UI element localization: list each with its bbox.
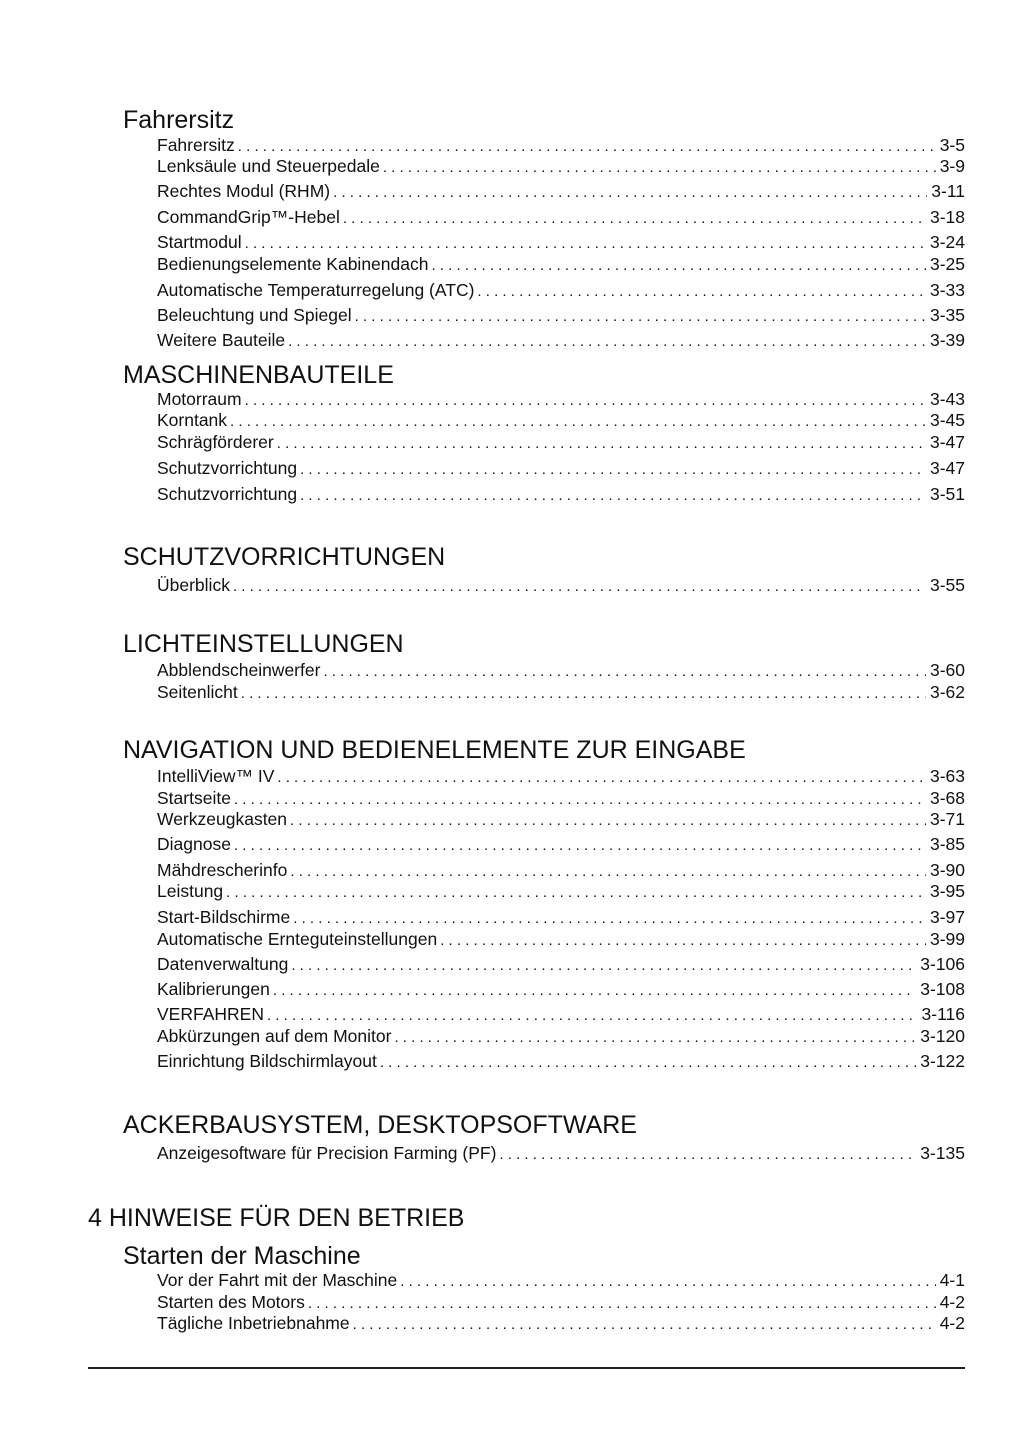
toc-entry-page: 4-2 <box>939 1292 965 1312</box>
dot-leader <box>308 1294 936 1314</box>
toc-entry-label: Diagnose <box>157 834 231 854</box>
toc-entry[interactable] <box>157 1270 965 1292</box>
dot-leader <box>288 332 926 352</box>
toc-entry-label: Abblendscheinwerfer <box>157 660 321 680</box>
toc-entry-page: 3-11 <box>931 181 965 201</box>
dot-leader <box>267 1006 918 1026</box>
toc-entry-label: Schrägförderer <box>157 432 274 452</box>
toc-entry-label: Startmodul <box>157 232 242 252</box>
toc-entry-label: Leistung <box>157 881 224 901</box>
footer-rule <box>88 1367 965 1369</box>
toc-entry-page: 3-51 <box>929 484 965 504</box>
dot-leader <box>290 862 926 882</box>
toc-entry-page: 3-108 <box>920 979 965 999</box>
dot-leader <box>226 883 926 903</box>
toc-entry-page: 4-1 <box>939 1270 965 1290</box>
toc-entry[interactable] <box>157 954 965 976</box>
toc-entry-label: Seitenlicht <box>157 682 238 702</box>
dot-leader <box>293 909 926 929</box>
toc-entry[interactable] <box>157 809 965 831</box>
toc-entry-label: Weitere Bauteile <box>157 330 286 350</box>
toc-entry-label: Abkürzungen auf dem Monitor <box>157 1026 392 1046</box>
toc-entry-page: 3-120 <box>920 1026 965 1046</box>
dot-leader <box>431 256 926 276</box>
toc-entry-label: Tägliche Inbetriebnahme <box>157 1313 350 1333</box>
toc-entry-label: Automatische Ernteguteinstellungen <box>157 929 438 949</box>
toc-entry[interactable] <box>157 254 965 276</box>
dot-leader <box>290 811 926 831</box>
dot-leader <box>241 684 926 704</box>
toc-entry-label: Starten des Motors <box>157 1292 305 1312</box>
dot-leader <box>394 1028 916 1048</box>
toc-entry-page: 3-9 <box>939 156 965 176</box>
toc-entry-page: 3-47 <box>929 458 965 478</box>
dot-leader <box>273 981 916 1001</box>
toc-entry[interactable] <box>157 979 965 1001</box>
dot-leader <box>323 662 926 682</box>
toc-entry-page: 3-25 <box>929 254 965 274</box>
toc-entry-label: Automatische Temperaturregelung (ATC) <box>157 280 475 300</box>
toc-entry-label: CommandGrip™-Hebel <box>157 207 340 227</box>
section-heading-ackerbausystem: ACKERBAUSYSTEM, DESKTOPSOFTWARE <box>123 1111 637 1139</box>
dot-leader <box>300 460 926 480</box>
toc-entry-page: 3-39 <box>929 330 965 350</box>
dot-leader <box>238 137 936 157</box>
toc-entry[interactable] <box>157 682 965 704</box>
toc-entry[interactable] <box>157 1313 965 1335</box>
toc-entry[interactable] <box>157 458 965 480</box>
toc-entry-page: 3-85 <box>929 834 965 854</box>
toc-entry-page: 3-35 <box>929 305 965 325</box>
dot-leader <box>234 790 926 810</box>
toc-entry[interactable] <box>157 280 965 302</box>
toc-entry[interactable] <box>157 788 965 810</box>
toc-entry-label: Korntank <box>157 410 228 430</box>
toc-entry-page: 3-18 <box>929 207 965 227</box>
toc-entry-page: 4-2 <box>939 1313 965 1333</box>
toc-entry-page: 3-95 <box>929 881 965 901</box>
toc-entry[interactable] <box>157 1143 965 1165</box>
dot-leader <box>400 1272 935 1292</box>
toc-entry-label: Schutzvorrichtung <box>157 484 298 504</box>
dot-leader <box>234 836 926 856</box>
toc-entry-label: Motorraum <box>157 389 242 409</box>
toc-entry[interactable] <box>157 305 965 327</box>
toc-entry[interactable] <box>157 330 965 352</box>
toc-entry-page: 3-106 <box>920 954 965 974</box>
toc-entry-page: 3-99 <box>929 929 965 949</box>
toc-entry[interactable] <box>157 181 965 203</box>
dot-leader <box>383 158 936 178</box>
section-heading-lichteinstellungen: LICHTEINSTELLUNGEN <box>123 630 404 658</box>
dot-leader <box>277 434 926 454</box>
dot-leader <box>277 768 926 788</box>
toc-entry-page: 3-116 <box>921 1004 965 1024</box>
toc-entry-label: Einrichtung Bildschirmlayout <box>157 1051 377 1071</box>
dot-leader <box>291 956 916 976</box>
toc-entry-page: 3-62 <box>929 682 965 702</box>
toc-entry-page: 3-24 <box>929 232 965 252</box>
toc-entry-label: Rechtes Modul (RHM) <box>157 181 331 201</box>
toc-entry[interactable] <box>157 1026 965 1048</box>
toc-entry-page: 3-97 <box>929 907 965 927</box>
toc-entry[interactable] <box>157 907 965 929</box>
toc-entry[interactable] <box>157 575 965 597</box>
toc-entry-page: 3-45 <box>929 410 965 430</box>
dot-leader <box>343 209 926 229</box>
toc-entry[interactable] <box>157 1051 965 1073</box>
toc-entry-label: IntelliView™ IV <box>157 766 275 786</box>
toc-entry-label: Mähdrescherinfo <box>157 860 288 880</box>
toc-entry[interactable] <box>157 410 965 432</box>
toc-entry-label: Bedienungselemente Kabinendach <box>157 254 429 274</box>
toc-entry-label: Startseite <box>157 788 231 808</box>
toc-entry[interactable] <box>157 766 965 788</box>
toc-entry-label: Lenksäule und Steuerpedale <box>157 156 380 176</box>
toc-entry[interactable] <box>157 660 965 682</box>
toc-entry-page: 3-90 <box>929 860 965 880</box>
toc-entry[interactable] <box>157 389 965 411</box>
dot-leader <box>230 412 926 432</box>
toc-entry-page: 3-71 <box>929 809 965 829</box>
toc-entry[interactable] <box>157 834 965 856</box>
section-heading-maschinenbauteile: MASCHINENBAUTEILE <box>123 361 394 389</box>
toc-entry[interactable] <box>157 232 965 254</box>
toc-entry-label: Beleuchtung und Spiegel <box>157 305 352 325</box>
section-heading-navigation: NAVIGATION UND BEDIENELEMENTE ZUR EINGABE <box>123 736 746 764</box>
toc-entry[interactable] <box>157 207 965 229</box>
toc-entry[interactable] <box>157 929 965 951</box>
toc-entry[interactable] <box>157 1292 965 1314</box>
toc-entry[interactable] <box>157 860 965 882</box>
toc-entry-label: Überblick <box>157 575 230 595</box>
toc-entry-label: Schutzvorrichtung <box>157 458 298 478</box>
toc-entry-label: Start-Bildschirme <box>157 907 291 927</box>
chapter-heading: 4 HINWEISE FÜR DEN BETRIEB <box>88 1204 465 1232</box>
toc-entry-page: 3-68 <box>929 788 965 808</box>
toc-entry-label: Werkzeugkasten <box>157 809 288 829</box>
toc-entry[interactable] <box>157 156 965 178</box>
toc-entry[interactable] <box>157 1004 965 1026</box>
toc-entry-page: 3-135 <box>920 1143 965 1163</box>
toc-entry-label: Fahrersitz <box>157 135 235 155</box>
toc-entry-page: 3-43 <box>929 389 965 409</box>
toc-entry-page: 3-33 <box>929 280 965 300</box>
section-heading-fahrersitz: Fahrersitz <box>123 106 235 134</box>
dot-leader <box>245 234 926 254</box>
toc-entry-page: 3-5 <box>939 135 965 155</box>
toc-entry[interactable] <box>157 881 965 903</box>
dot-leader <box>353 1315 936 1335</box>
toc-entry-label: Anzeigesoftware für Precision Farming (PF) <box>157 1143 497 1163</box>
toc-entry-label: Kalibrierungen <box>157 979 270 999</box>
toc-entry[interactable] <box>157 432 965 454</box>
toc-entry-page: 3-60 <box>929 660 965 680</box>
dot-leader <box>477 282 926 302</box>
toc-entry[interactable] <box>157 484 965 506</box>
toc-entry-page: 3-47 <box>929 432 965 452</box>
toc-entry-page: 3-55 <box>929 575 965 595</box>
toc-entry-label: VERFAHREN <box>157 1004 264 1024</box>
toc-entry[interactable] <box>157 135 965 157</box>
toc-entry-label: Vor der Fahrt mit der Maschine <box>157 1270 398 1290</box>
dot-leader <box>355 307 926 327</box>
dot-leader <box>300 486 926 506</box>
toc-entry-label: Datenverwaltung <box>157 954 289 974</box>
section-heading-starten-der-maschine: Starten der Maschine <box>123 1242 361 1270</box>
dot-leader <box>499 1145 916 1165</box>
section-heading-schutzvorrichtungen: SCHUTZVORRICHTUNGEN <box>123 543 446 571</box>
dot-leader <box>245 391 926 411</box>
dot-leader <box>380 1053 916 1073</box>
dot-leader <box>233 577 926 597</box>
toc-entry-page: 3-122 <box>920 1051 965 1071</box>
dot-leader <box>333 183 927 203</box>
toc-entry-page: 3-63 <box>929 766 965 786</box>
dot-leader <box>440 931 926 951</box>
